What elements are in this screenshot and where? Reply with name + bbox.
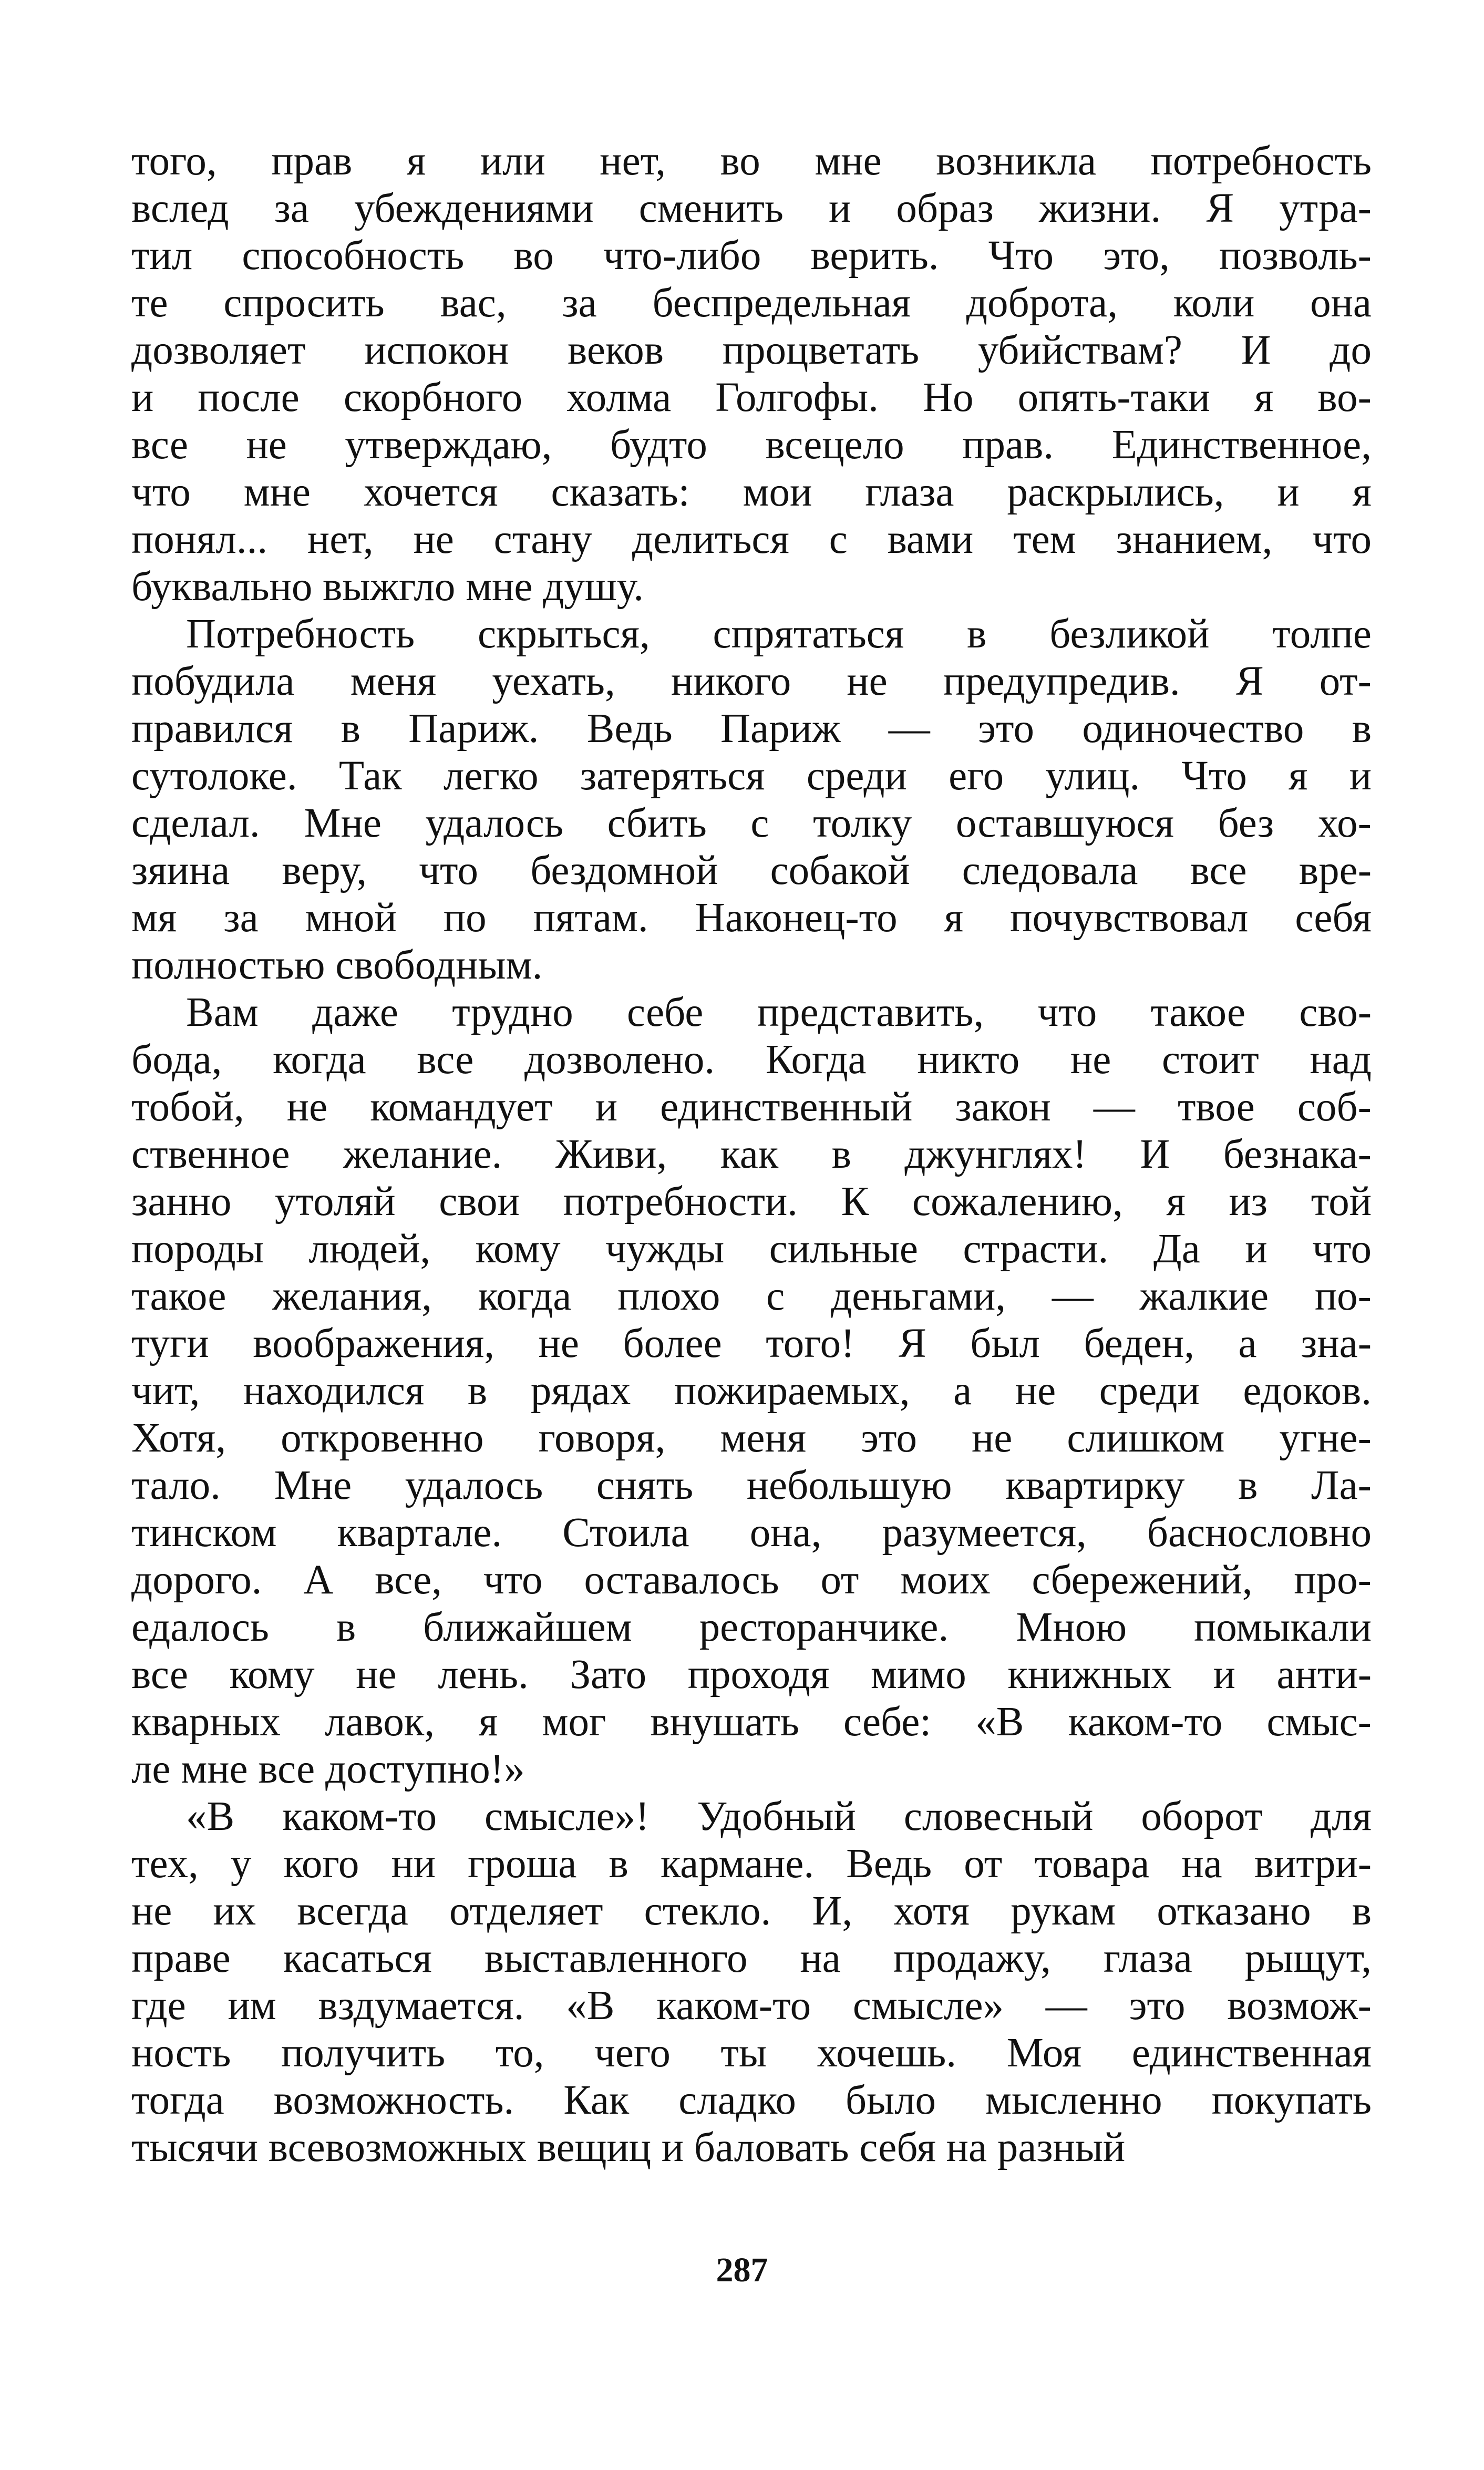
paragraph bbox=[131, 1793, 1372, 2171]
text-line: кварных лавок, я мог внушать себе: «В каком-то смыс- bbox=[131, 1699, 1372, 1745]
text-line: тинском квартале. Стоила она, разумеется, баснословно bbox=[131, 1510, 1372, 1556]
text-line: «В каком-то смысле»! Удобный словесный оборот для bbox=[186, 1794, 1372, 1839]
text-line: правился в Париж. Ведь Париж — это одиночество в bbox=[131, 706, 1372, 752]
text-line: Хотя, откровенно говоря, меня это не слишком угне- bbox=[131, 1415, 1372, 1461]
text-line: не их всегда отделяет стекло. И, хотя рукам отказано в bbox=[131, 1888, 1372, 1934]
paragraph bbox=[131, 138, 1372, 611]
text-line: тил способность во что-либо верить. Что это, позволь- bbox=[131, 233, 1372, 279]
text-line: ле мне все доступно!» bbox=[131, 1746, 525, 1792]
text-line: мя за мной по пятам. Наконец-то я почувствовал себя bbox=[131, 895, 1372, 941]
text-line: зяина веру, что бездомной собакой следовала все вре- bbox=[131, 848, 1372, 893]
text-line: те спросить вас, за беспредельная доброта, коли она bbox=[131, 280, 1372, 326]
text-line: и после скорбного холма Голгофы. Но опять-таки я во- bbox=[131, 375, 1372, 420]
text-line: вслед за убеждениями сменить и образ жизни. Я утра- bbox=[131, 186, 1372, 231]
text-line: тало. Мне удалось снять небольшую квартирку в Ла- bbox=[131, 1463, 1372, 1508]
page-number: 287 bbox=[716, 2251, 768, 2289]
text-line: ность получить то, чего ты хочешь. Моя единственная bbox=[131, 2030, 1372, 2076]
text-line: бода, когда все дозволено. Когда никто не стоит над bbox=[131, 1037, 1372, 1083]
text-line: все кому не лень. Зато проходя мимо книжных и анти- bbox=[131, 1652, 1372, 1697]
text-line: дозволяет испокон веков процветать убийствам? И до bbox=[131, 327, 1372, 373]
text-line: породы людей, кому чужды сильные страсти. Да и что bbox=[131, 1226, 1372, 1272]
paragraph bbox=[131, 989, 1372, 1793]
text-line: праве касаться выставленного на продажу, глаза рыщут, bbox=[131, 1936, 1372, 1981]
text-line: едалось в ближайшем ресторанчике. Мною помыкали bbox=[131, 1604, 1372, 1650]
text-line: туги воображения, не более того! Я был беден, а зна- bbox=[131, 1321, 1372, 1366]
text-line: Потребность скрыться, спрятаться в безликой толпе bbox=[186, 611, 1372, 657]
text-line: Вам даже трудно себе представить, что такое сво- bbox=[186, 990, 1372, 1035]
text-line: такое желания, когда плохо с деньгами, — жалкие по- bbox=[131, 1273, 1372, 1319]
text-line: ственное желание. Живи, как в джунглях! И безнака- bbox=[131, 1131, 1372, 1177]
text-line: тех, у кого ни гроша в кармане. Ведь от товара на витри- bbox=[131, 1841, 1372, 1887]
text-line: тогда возможность. Как сладко было мысленно покупать bbox=[131, 2077, 1372, 2123]
text-line: дорого. А все, что оставалось от моих сбережений, про- bbox=[131, 1557, 1372, 1603]
text-line: где им вздумается. «В каком-то смысле» — это возмож- bbox=[131, 1983, 1372, 2029]
text-line: побудила меня уехать, никого не предупредив. Я от- bbox=[131, 658, 1372, 704]
text-line: занно утоляй свои потребности. К сожалению, я из той bbox=[131, 1179, 1372, 1224]
text-line: буквально выжгло мне душу. bbox=[131, 564, 644, 610]
text-line: того, прав я или нет, во мне возникла потребность bbox=[131, 138, 1372, 184]
body-text bbox=[131, 138, 1372, 2171]
text-line: сделал. Мне удалось сбить с толку оставшуюся без хо- bbox=[131, 800, 1372, 846]
text-line: чит, находился в рядах пожираемых, а не среди едоков. bbox=[131, 1368, 1372, 1414]
text-line: что мне хочется сказать: мои глаза раскрылись, и я bbox=[131, 469, 1372, 515]
text-line: сутолоке. Так легко затеряться среди его улиц. Что я и bbox=[131, 753, 1372, 799]
text-line: понял... нет, не стану делиться с вами тем знанием, что bbox=[131, 517, 1372, 562]
text-line: тысячи всевозможных вещиц и баловать себя на разный bbox=[131, 2125, 1126, 2170]
text-line: полностью свободным. bbox=[131, 942, 543, 988]
paragraph bbox=[131, 611, 1372, 989]
text-line: все не утверждаю, будто всецело прав. Единственное, bbox=[131, 422, 1372, 468]
text-line: тобой, не командует и единственный закон — твое соб- bbox=[131, 1084, 1372, 1130]
